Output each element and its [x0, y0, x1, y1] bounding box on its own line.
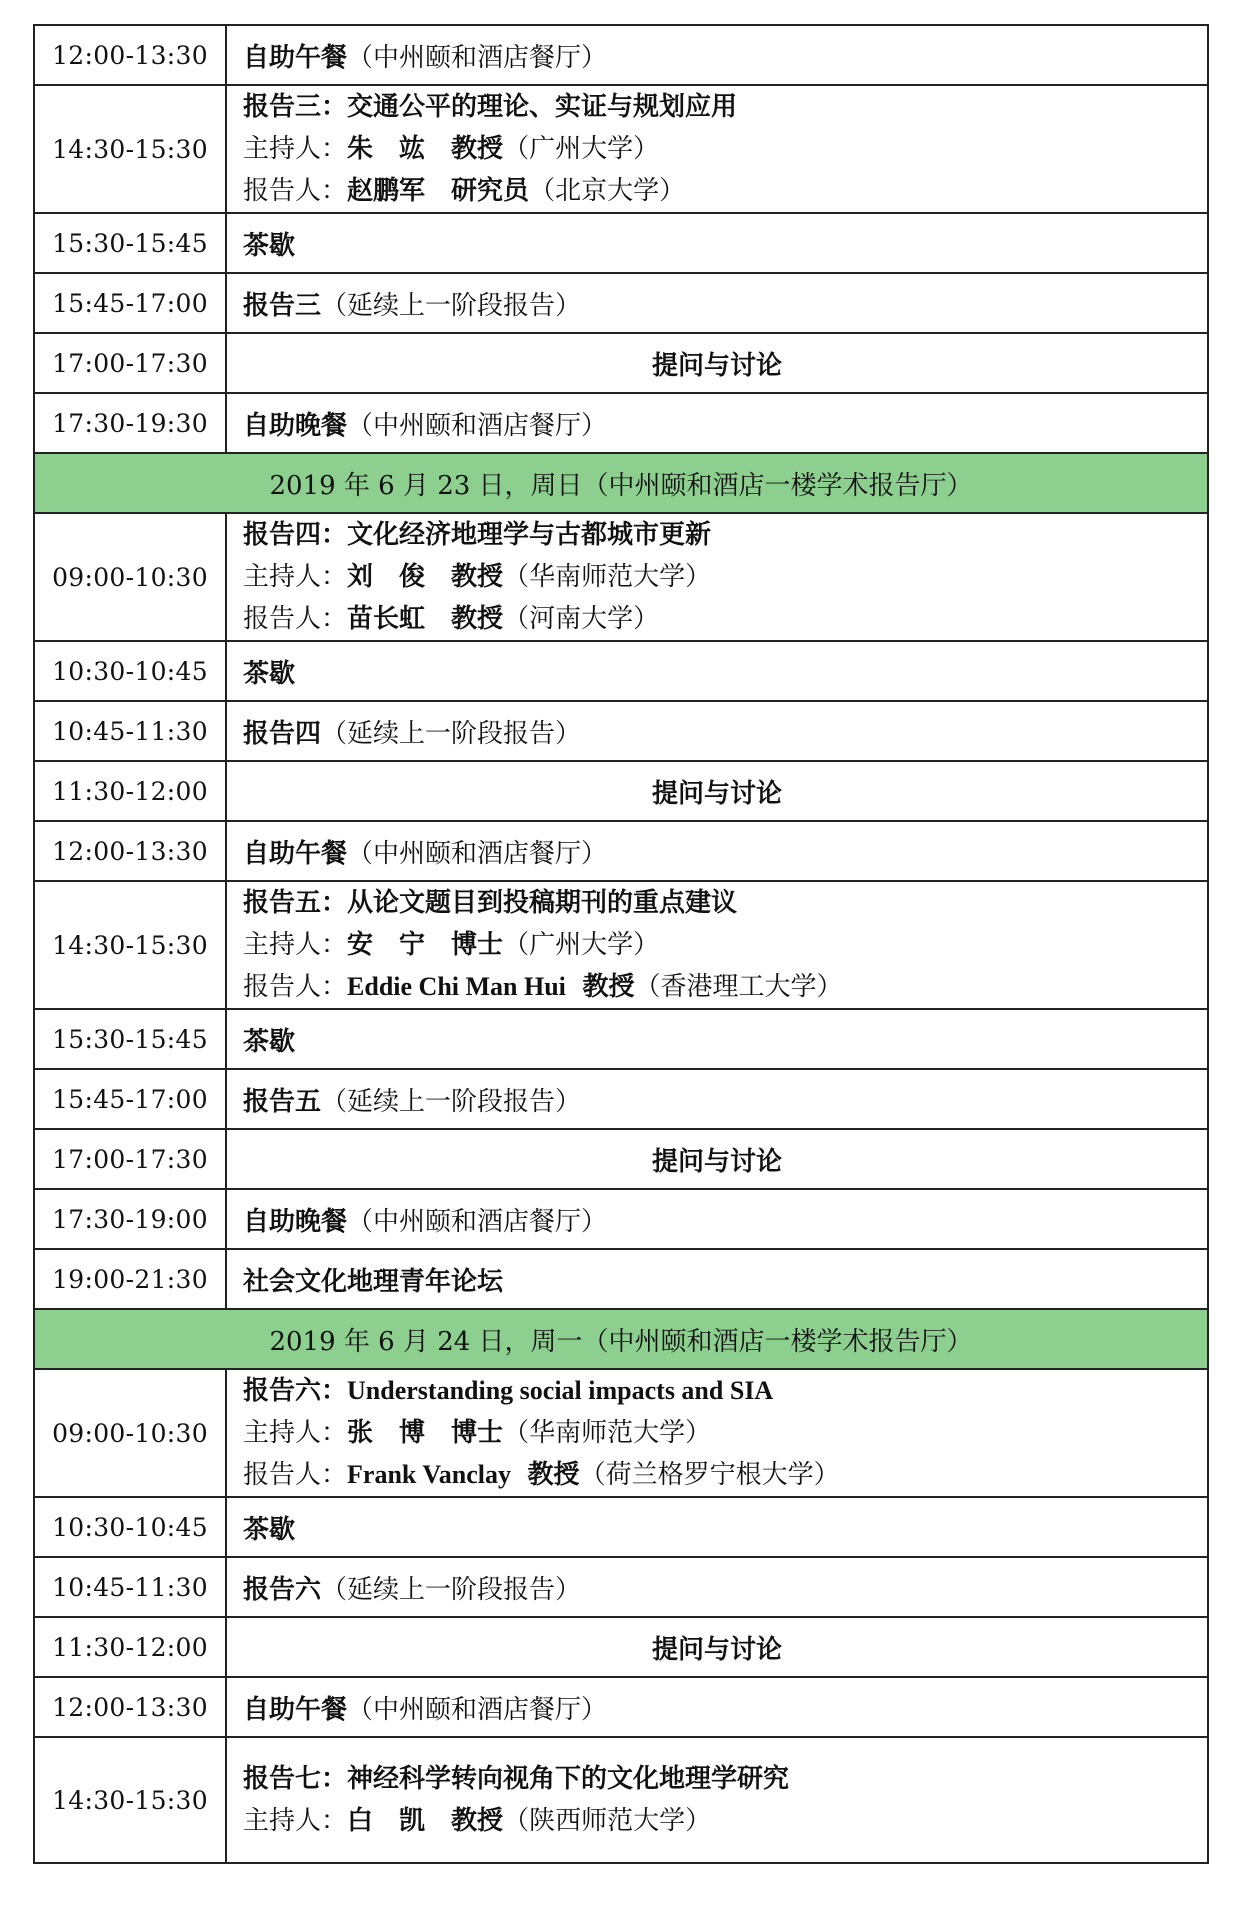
reporter-institution: （荷兰格罗宁根大学） — [579, 1460, 840, 1490]
schedule-row — [34, 1129, 1208, 1189]
item-note: （中州颐和酒店餐厅） — [347, 410, 608, 441]
schedule-table — [33, 24, 1209, 1864]
day-header — [34, 1309, 1208, 1369]
schedule-row — [34, 1249, 1208, 1309]
content-cell — [226, 1497, 1208, 1557]
host-line — [243, 1800, 1207, 1842]
host-line — [243, 924, 1207, 966]
content-cell — [226, 1009, 1208, 1069]
item-label: 报告三 — [243, 290, 322, 321]
day-header-row — [34, 1309, 1208, 1369]
time-cell: 14:30-15:30 — [34, 85, 226, 213]
report-title-line — [243, 86, 1207, 128]
schedule-row — [34, 1009, 1208, 1069]
schedule-row — [34, 821, 1208, 881]
time-cell: 11:30-12:00 — [34, 1617, 226, 1677]
content-cell — [226, 1069, 1208, 1129]
item-label: 茶歇 — [243, 1514, 296, 1545]
discussion-label: 提问与讨论 — [651, 1146, 782, 1177]
host-title: 教授 — [451, 562, 504, 592]
item-label: 自助午餐 — [243, 838, 348, 869]
item-note: （延续上一阶段报告） — [321, 1086, 582, 1117]
time-cell: 10:30-10:45 — [34, 1497, 226, 1557]
item-label: 茶歇 — [243, 230, 296, 261]
reporter-name: 苗长虹 — [347, 604, 426, 634]
schedule-row — [34, 1557, 1208, 1617]
reporter-title: 教授 — [527, 1460, 580, 1490]
day-header-label: 2019 年 6 月 23 日，周日（中州颐和酒店一楼学术报告厅） — [269, 470, 973, 501]
host-line — [243, 128, 1207, 170]
schedule-row — [34, 761, 1208, 821]
reporter-line — [243, 598, 1207, 640]
reporter-title: 研究员 — [451, 176, 530, 206]
day-header — [34, 453, 1208, 513]
schedule-row — [34, 85, 1208, 213]
item-label: 自助午餐 — [243, 42, 348, 73]
host-label: 主持人： — [243, 134, 348, 164]
host-institution: （华南师范大学） — [503, 562, 712, 592]
host-title: 博士 — [451, 1418, 504, 1448]
reporter-line — [243, 966, 1207, 1008]
reporter-name: 赵鹏军 — [347, 176, 426, 206]
host-name: 朱 竑 — [347, 134, 426, 164]
discussion-label: 提问与讨论 — [651, 778, 782, 809]
reporter-line — [243, 170, 1207, 212]
item-label: 社会文化地理青年论坛 — [243, 1266, 504, 1297]
schedule-row — [34, 393, 1208, 453]
host-line — [243, 556, 1207, 598]
content-cell — [226, 761, 1208, 821]
time-cell: 10:30-10:45 — [34, 641, 226, 701]
content-cell — [226, 85, 1208, 213]
host-title: 博士 — [451, 930, 504, 960]
item-note: （中州颐和酒店餐厅） — [347, 838, 608, 869]
item-note: （中州颐和酒店餐厅） — [347, 42, 608, 73]
item-label: 自助晚餐 — [243, 410, 348, 441]
content-cell — [226, 1129, 1208, 1189]
schedule-row — [34, 701, 1208, 761]
schedule-row — [34, 1737, 1208, 1863]
item-note: （延续上一阶段报告） — [321, 1574, 582, 1605]
time-cell: 15:45-17:00 — [34, 1069, 226, 1129]
schedule-row — [34, 1497, 1208, 1557]
report-title-line — [243, 514, 1207, 556]
host-name: 张 博 — [347, 1418, 426, 1448]
item-label: 茶歇 — [243, 658, 296, 689]
item-label: 自助晚餐 — [243, 1206, 348, 1237]
content-cell — [226, 213, 1208, 273]
host-institution: （华南师范大学） — [503, 1418, 712, 1448]
content-cell — [226, 333, 1208, 393]
schedule-row — [34, 1617, 1208, 1677]
reporter-label: 报告人： — [243, 972, 348, 1002]
schedule-row — [34, 641, 1208, 701]
content-cell — [226, 1557, 1208, 1617]
reporter-name: Eddie Chi Man Hui — [347, 972, 566, 1001]
host-label: 主持人： — [243, 1418, 348, 1448]
item-label: 报告六 — [243, 1574, 322, 1605]
report-title: Understanding social impacts and SIA — [347, 1376, 774, 1405]
reporter-institution: （北京大学） — [529, 176, 686, 206]
report-title: 文化经济地理学与古都城市更新 — [347, 520, 712, 550]
time-cell: 15:45-17:00 — [34, 273, 226, 333]
report-number: 报告七： — [243, 1764, 348, 1794]
item-note: （中州颐和酒店餐厅） — [347, 1694, 608, 1725]
content-cell — [226, 1677, 1208, 1737]
host-name: 白 凯 — [347, 1806, 426, 1836]
time-cell: 09:00-10:30 — [34, 1369, 226, 1497]
schedule-row — [34, 1069, 1208, 1129]
report-title-line — [243, 882, 1207, 924]
day-header-row — [34, 453, 1208, 513]
reporter-label: 报告人： — [243, 604, 348, 634]
item-label: 报告四 — [243, 718, 322, 749]
content-cell — [226, 1249, 1208, 1309]
item-note: （中州颐和酒店餐厅） — [347, 1206, 608, 1237]
time-cell: 10:45-11:30 — [34, 1557, 226, 1617]
host-institution: （广州大学） — [503, 134, 660, 164]
host-label: 主持人： — [243, 930, 348, 960]
schedule-row — [34, 1189, 1208, 1249]
report-number: 报告六： — [243, 1376, 348, 1406]
content-cell — [226, 513, 1208, 641]
reporter-title: 教授 — [451, 604, 504, 634]
discussion-label: 提问与讨论 — [651, 1634, 782, 1665]
schedule-row — [34, 513, 1208, 641]
time-cell: 11:30-12:00 — [34, 761, 226, 821]
schedule-row — [34, 25, 1208, 85]
host-title: 教授 — [451, 134, 504, 164]
reporter-institution: （河南大学） — [503, 604, 660, 634]
time-cell: 12:00-13:30 — [34, 821, 226, 881]
host-label: 主持人： — [243, 562, 348, 592]
host-line — [243, 1412, 1207, 1454]
reporter-title: 教授 — [582, 972, 635, 1002]
report-title: 神经科学转向视角下的文化地理学研究 — [347, 1764, 790, 1794]
host-label: 主持人： — [243, 1806, 348, 1836]
content-cell — [226, 641, 1208, 701]
time-cell: 10:45-11:30 — [34, 701, 226, 761]
time-cell: 14:30-15:30 — [34, 1737, 226, 1863]
content-cell — [226, 821, 1208, 881]
schedule-row — [34, 273, 1208, 333]
schedule-body — [34, 25, 1208, 1863]
time-cell: 17:30-19:00 — [34, 1189, 226, 1249]
time-cell: 12:00-13:30 — [34, 25, 226, 85]
time-cell: 17:00-17:30 — [34, 1129, 226, 1189]
item-note: （延续上一阶段报告） — [321, 718, 582, 749]
host-name: 刘 俊 — [347, 562, 426, 592]
item-label: 自助午餐 — [243, 1694, 348, 1725]
content-cell — [226, 1617, 1208, 1677]
reporter-label: 报告人： — [243, 1460, 348, 1490]
host-name: 安 宁 — [347, 930, 426, 960]
schedule-row — [34, 881, 1208, 1009]
discussion-label: 提问与讨论 — [651, 350, 782, 381]
schedule-row — [34, 213, 1208, 273]
time-cell: 14:30-15:30 — [34, 881, 226, 1009]
reporter-institution: （香港理工大学） — [634, 972, 843, 1002]
day-header-label: 2019 年 6 月 24 日，周一（中州颐和酒店一楼学术报告厅） — [269, 1326, 973, 1357]
report-title-line — [243, 1370, 1207, 1412]
time-cell: 12:00-13:30 — [34, 1677, 226, 1737]
item-label: 报告五 — [243, 1086, 322, 1117]
report-number: 报告三： — [243, 92, 348, 122]
time-cell: 17:30-19:30 — [34, 393, 226, 453]
content-cell — [226, 1737, 1208, 1863]
item-note: （延续上一阶段报告） — [321, 290, 582, 321]
content-cell — [226, 393, 1208, 453]
content-cell — [226, 701, 1208, 761]
reporter-line — [243, 1454, 1207, 1496]
content-cell — [226, 25, 1208, 85]
host-title: 教授 — [451, 1806, 504, 1836]
content-cell — [226, 1189, 1208, 1249]
time-cell: 19:00-21:30 — [34, 1249, 226, 1309]
reporter-label: 报告人： — [243, 176, 348, 206]
content-cell — [226, 273, 1208, 333]
schedule-row — [34, 1369, 1208, 1497]
host-institution: （陕西师范大学） — [503, 1806, 712, 1836]
time-cell: 15:30-15:45 — [34, 1009, 226, 1069]
content-cell — [226, 1369, 1208, 1497]
time-cell: 17:00-17:30 — [34, 333, 226, 393]
time-cell: 09:00-10:30 — [34, 513, 226, 641]
report-title-line — [243, 1758, 1207, 1800]
report-number: 报告五： — [243, 888, 348, 918]
content-cell — [226, 881, 1208, 1009]
schedule-row — [34, 333, 1208, 393]
host-institution: （广州大学） — [503, 930, 660, 960]
report-number: 报告四： — [243, 520, 348, 550]
schedule-row — [34, 1677, 1208, 1737]
reporter-name: Frank Vanclay — [347, 1460, 512, 1489]
report-title: 交通公平的理论、实证与规划应用 — [347, 92, 738, 122]
item-label: 茶歇 — [243, 1026, 296, 1057]
time-cell: 15:30-15:45 — [34, 213, 226, 273]
report-title: 从论文题目到投稿期刊的重点建议 — [347, 888, 738, 918]
